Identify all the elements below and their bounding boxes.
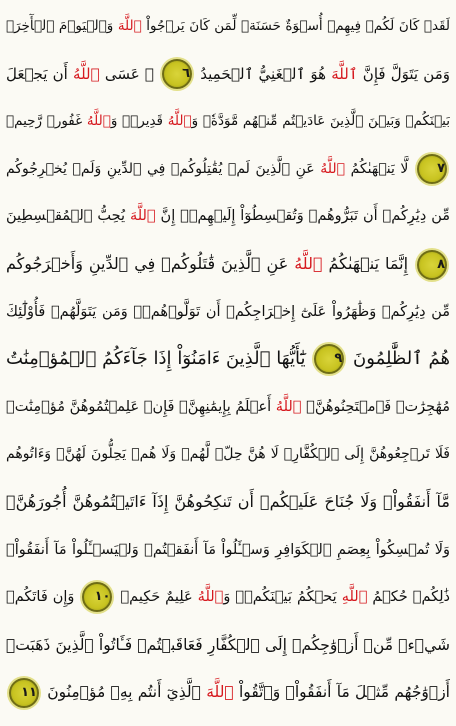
verse-text: غَفُورٞ رَّحِيمٞ xyxy=(6,113,87,130)
text-line xyxy=(6,52,450,96)
divine-name: ٱللَّهُ xyxy=(86,113,111,130)
verse-text: ۞ عَسَى xyxy=(99,64,160,83)
ayah-number-marker: ١١ xyxy=(9,678,39,708)
verse-text: بَيۡنَكُمۡ وَبَيۡنَ ٱلَّذِينَ عَادَيۡتُم مِّنۡهُم مَّوَدَّةٗۚ وَ xyxy=(191,113,450,130)
divine-name: ٱللَّهَ xyxy=(129,208,156,225)
text-line xyxy=(6,242,450,286)
verse-text: شَيۡءٞ مِّنۡ أَزۡوَٰجِكُمۡ إِلَى ٱلۡكُفَّارِ فَعَاقَبۡتُمۡ فَـَٔاتُواْ ٱلَّذِينَ ذَهَبَتۡ xyxy=(6,635,450,654)
verse-text: ذَٰلِكُمۡ حُكۡمُ xyxy=(367,589,450,606)
ayah-number-marker: ٦ xyxy=(162,59,192,89)
verse-text: لَقَدۡ كَانَ لَكُمۡ فِيهِمۡ أُسۡوَةٌ حَسَنَةٞ لِّمَن كَانَ يَرۡجُواْ xyxy=(141,18,450,34)
divine-name: ٱللَّهُ xyxy=(320,160,346,177)
verse-text: عَنِ ٱلَّذِينَ قَٰتَلُوكُمۡ فِي ٱلدِّينِ وَأَخۡرَجُوكُم xyxy=(6,254,295,273)
verse-text: لَّا يَنۡهَىٰكُمُ xyxy=(345,160,414,177)
verse-text: أَزۡوَٰجُهُم مِّثۡلَ مَآ أَنفَقُواْۚ وَٱتَّقُواْ xyxy=(233,683,450,702)
divine-name: ٱللَّهُ xyxy=(197,589,224,606)
verse-text: هُوَ ٱلۡغَنِيُّ ٱلۡحَمِيدُ xyxy=(195,64,332,83)
divine-name: ٱللَّهُ xyxy=(294,254,323,273)
ayah-number-marker: ١٠ xyxy=(82,582,112,612)
verse-text: وَٱلۡيَوۡمَ ٱلۡأٓخِرَۚ xyxy=(6,18,118,34)
text-line xyxy=(6,528,450,572)
text-line xyxy=(6,4,450,48)
divine-name: ٱللَّهُ xyxy=(275,398,302,415)
divine-name: ٱللَّهَ xyxy=(117,18,142,34)
text-line xyxy=(6,194,450,238)
verse-text: قَدِيرٞۚ وَ xyxy=(110,113,168,130)
verse-text: يَحۡكُمُ بَيۡنَكُمۡۖ وَ xyxy=(223,589,342,606)
verse-text: عَنِ ٱلَّذِينَ لَمۡ يُقَٰتِلُوكُمۡ فِي ٱلدِّينِ وَلَمۡ يُخۡرِجُوكُم xyxy=(6,160,321,177)
verse-text: وَمَن يَتَوَلَّ فَإِنَّ xyxy=(357,64,450,83)
verse-text: أَعۡلَمُ بِإِيمَٰنِهِنَّۖ فَإِنۡ عَلِمۡتُمُوهُنَّ مُؤۡمِنَٰتٖ xyxy=(6,398,276,415)
verse-text: وَإِن فَاتَكُمۡ xyxy=(6,589,80,606)
verse-text: عَلِيمٌ حَكِيمٞ xyxy=(115,589,198,606)
ayah-number-marker: ٩ xyxy=(314,344,344,374)
ayah-number-marker: ٧ xyxy=(417,154,447,184)
text-line xyxy=(6,337,450,381)
verse-text: يَٰٓأَيُّهَا ٱلَّذِينَ ءَامَنُوٓاْ إِذَا جَآءَكُمُ ٱلۡمُؤۡمِنَٰتُ xyxy=(6,348,312,370)
verse-text: وَلَا تُمۡسِكُواْ بِعِصَمِ ٱلۡكَوَافِرِ وَسۡـَٔلُواْ مَآ أَنفَقۡتُمۡ وَلۡيَسۡـَٔلُواْ مَآ أَنفَقُواْۚ xyxy=(6,541,450,558)
verse-text: فَلَا تَرۡجِعُوهُنَّ إِلَى ٱلۡكُفَّارِۖ لَا هُنَّ حِلّٞ لَّهُمۡ وَلَا هُمۡ يَحِلُّونَ لَهُنَّۖ وَءَاتُوهُم xyxy=(6,446,450,463)
divine-name: ٱللَّهَ xyxy=(331,64,358,83)
text-line xyxy=(6,623,450,667)
verse-text: مِّن دِيَٰرِكُمۡ أَن تَبَرُّوهُمۡ وَتُقۡسِطُوٓاْ إِلَيۡهِمۡۚ إِنَّ xyxy=(155,208,450,225)
divine-name: ٱللَّهَ xyxy=(206,683,234,702)
text-line xyxy=(6,385,450,429)
text-line xyxy=(6,99,450,143)
verse-text: ٱلَّذِيٓ أَنتُم بِهِۦ مُؤۡمِنُونَ xyxy=(42,683,207,702)
text-line xyxy=(6,480,450,524)
text-line xyxy=(6,147,450,191)
ayah-number-marker: ٨ xyxy=(417,250,447,280)
divine-name: ٱللَّهُ xyxy=(167,113,192,130)
divine-name: ٱللَّهُ xyxy=(73,64,100,83)
divine-name: ٱللَّهِ xyxy=(341,589,368,606)
verse-text: مُهَٰجِرَٰتٖ فَٱمۡتَحِنُوهُنَّۖ xyxy=(301,398,450,415)
verse-text: هُمُ ٱلظَّٰلِمُونَ xyxy=(347,348,450,370)
verse-text: أَن يَجۡعَلَ xyxy=(6,64,74,83)
text-line xyxy=(6,575,450,619)
text-line xyxy=(6,670,450,714)
text-line xyxy=(6,290,450,334)
verse-text: إِنَّمَا يَنۡهَىٰكُمُ xyxy=(322,254,415,273)
verse-text: مِّن دِيَٰرِكُمۡ وَظَٰهَرُواْ عَلَىٰٓ إِخۡرَاجِكُمۡ أَن تَوَلَّوۡهُمۡۚ وَمَن يَتَوَلَّهُمۡ فَأُوْلَٰٓئِكَ xyxy=(6,303,450,320)
text-line xyxy=(6,432,450,476)
verse-text: مَّآ أَنفَقُواْۚ وَلَا جُنَاحَ عَلَيۡكُمۡ أَن تَنكِحُوهُنَّ إِذَآ ءَاتَيۡتُمُوهُنَّ أُجُورَهُنَّۚ xyxy=(6,492,450,511)
verse-text: يُحِبُّ ٱلۡمُقۡسِطِينَ xyxy=(6,208,130,225)
mushaf-page xyxy=(6,4,450,720)
